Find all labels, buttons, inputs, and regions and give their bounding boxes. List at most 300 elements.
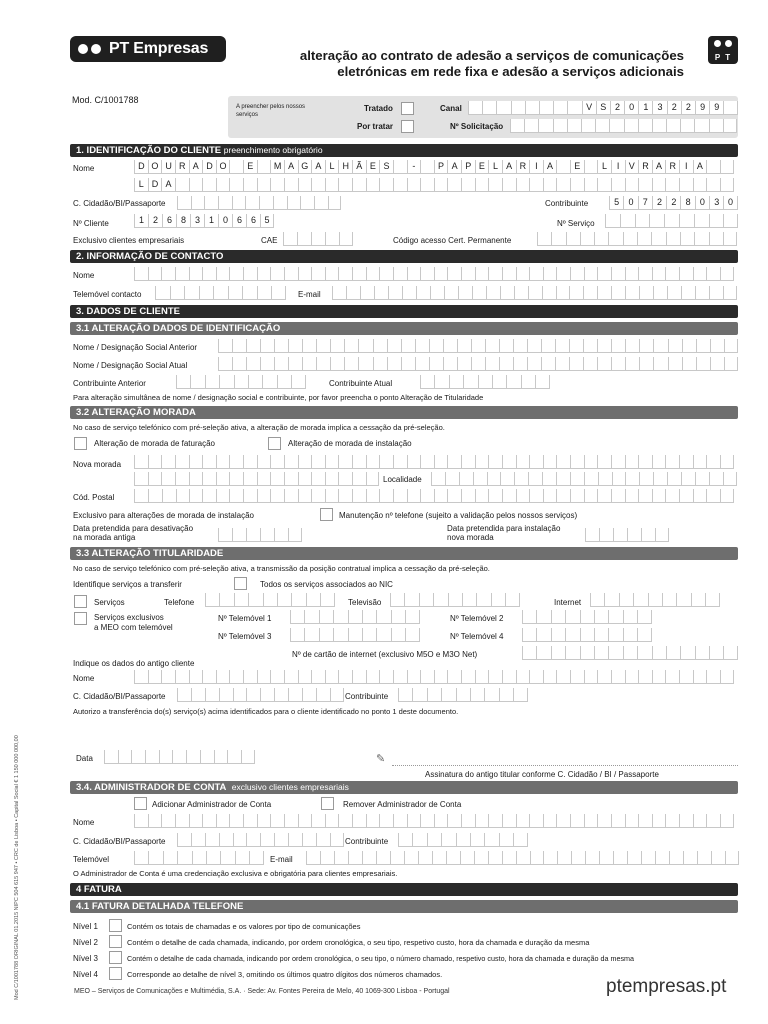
- char-cell[interactable]: [319, 610, 333, 624]
- char-cell[interactable]: [706, 670, 720, 684]
- char-cell[interactable]: [556, 286, 570, 300]
- char-cell[interactable]: [434, 267, 448, 281]
- char-cell[interactable]: [527, 339, 541, 353]
- char-cell[interactable]: [379, 814, 393, 828]
- char-cell[interactable]: [204, 196, 218, 210]
- char-cell[interactable]: [529, 670, 543, 684]
- admin-cc-field[interactable]: [177, 833, 344, 847]
- char-cell[interactable]: [393, 814, 407, 828]
- char-cell[interactable]: [528, 286, 542, 300]
- char-cell[interactable]: [243, 267, 257, 281]
- char-cell[interactable]: [302, 339, 316, 353]
- char-cell[interactable]: [599, 851, 613, 865]
- char-cell[interactable]: 0: [695, 196, 709, 210]
- char-cell[interactable]: [325, 670, 339, 684]
- char-cell[interactable]: [553, 101, 567, 115]
- char-cell[interactable]: [543, 670, 557, 684]
- char-cell[interactable]: [393, 670, 407, 684]
- char-cell[interactable]: [475, 267, 489, 281]
- localidade-field[interactable]: [431, 472, 737, 486]
- char-cell[interactable]: [488, 489, 502, 503]
- char-cell[interactable]: [420, 489, 434, 503]
- char-cell[interactable]: L: [597, 160, 611, 174]
- char-cell[interactable]: [608, 232, 622, 246]
- char-cell[interactable]: [325, 178, 339, 192]
- char-cell[interactable]: Ã: [352, 160, 366, 174]
- char-cell[interactable]: [398, 833, 412, 847]
- char-cell[interactable]: I: [611, 160, 625, 174]
- char-cell[interactable]: [488, 455, 502, 469]
- char-cell[interactable]: [401, 339, 415, 353]
- char-cell[interactable]: [475, 178, 489, 192]
- char-cell[interactable]: [219, 593, 233, 607]
- char-cell[interactable]: [542, 286, 556, 300]
- char-cell[interactable]: [429, 357, 443, 371]
- char-cell[interactable]: 2: [652, 196, 666, 210]
- char-cell[interactable]: [456, 833, 470, 847]
- char-cell[interactable]: [595, 119, 609, 133]
- char-cell[interactable]: [665, 489, 679, 503]
- char-cell[interactable]: [304, 610, 318, 624]
- char-cell[interactable]: [638, 178, 652, 192]
- char-cell[interactable]: [420, 375, 434, 389]
- char-cell[interactable]: [298, 472, 312, 486]
- char-cell[interactable]: [290, 610, 304, 624]
- char-cell[interactable]: D: [134, 160, 148, 174]
- char-cell[interactable]: [543, 851, 557, 865]
- char-cell[interactable]: [667, 286, 681, 300]
- char-cell[interactable]: [246, 357, 260, 371]
- char-cell[interactable]: 0: [623, 196, 637, 210]
- char-cell[interactable]: [484, 688, 498, 702]
- char-cell[interactable]: [522, 646, 536, 660]
- char-cell[interactable]: [430, 286, 444, 300]
- char-cell[interactable]: [611, 357, 625, 371]
- char-cell[interactable]: 2: [667, 101, 681, 115]
- char-cell[interactable]: [184, 286, 199, 300]
- todos-servicos-checkbox[interactable]: [234, 577, 247, 590]
- char-cell[interactable]: [565, 628, 579, 642]
- remover-admin-checkbox[interactable]: [321, 797, 334, 810]
- char-cell[interactable]: [229, 160, 243, 174]
- char-cell[interactable]: [311, 814, 325, 828]
- char-cell[interactable]: [243, 489, 257, 503]
- char-cell[interactable]: [218, 339, 232, 353]
- telemovel-contacto-field[interactable]: [155, 286, 286, 300]
- char-cell[interactable]: [374, 286, 388, 300]
- char-cell[interactable]: H: [338, 160, 352, 174]
- char-cell[interactable]: [597, 357, 611, 371]
- char-cell[interactable]: [233, 688, 247, 702]
- char-cell[interactable]: S: [379, 160, 393, 174]
- char-cell[interactable]: [597, 814, 611, 828]
- char-cell[interactable]: [597, 267, 611, 281]
- char-cell[interactable]: [697, 851, 711, 865]
- char-cell[interactable]: E: [366, 160, 380, 174]
- char-cell[interactable]: [461, 178, 475, 192]
- char-cell[interactable]: [186, 750, 200, 764]
- char-cell[interactable]: [379, 670, 393, 684]
- char-cell[interactable]: [723, 646, 737, 660]
- char-cell[interactable]: [352, 489, 366, 503]
- char-cell[interactable]: [488, 851, 502, 865]
- char-cell[interactable]: [709, 472, 723, 486]
- char-cell[interactable]: [325, 232, 339, 246]
- char-cell[interactable]: [653, 339, 667, 353]
- char-cell[interactable]: [177, 833, 191, 847]
- char-cell[interactable]: [516, 267, 530, 281]
- char-cell[interactable]: [594, 610, 608, 624]
- char-cell[interactable]: [311, 178, 325, 192]
- char-cell[interactable]: [594, 646, 608, 660]
- char-cell[interactable]: [625, 286, 639, 300]
- char-cell[interactable]: [205, 833, 219, 847]
- char-cell[interactable]: [536, 646, 550, 660]
- char-cell[interactable]: [723, 472, 737, 486]
- char-cell[interactable]: [387, 357, 401, 371]
- char-cell[interactable]: [694, 214, 709, 228]
- char-cell[interactable]: [366, 267, 380, 281]
- char-cell[interactable]: [638, 455, 652, 469]
- char-cell[interactable]: [338, 814, 352, 828]
- char-cell[interactable]: [639, 339, 653, 353]
- char-cell[interactable]: O: [148, 160, 162, 174]
- char-cell[interactable]: [652, 267, 666, 281]
- cc-field[interactable]: [177, 196, 341, 210]
- char-cell[interactable]: [205, 375, 219, 389]
- char-cell[interactable]: [175, 814, 189, 828]
- char-cell[interactable]: [581, 119, 595, 133]
- char-cell[interactable]: [470, 688, 484, 702]
- char-cell[interactable]: [639, 472, 653, 486]
- char-cell[interactable]: [391, 610, 405, 624]
- char-cell[interactable]: [257, 472, 271, 486]
- char-cell[interactable]: [693, 670, 707, 684]
- char-cell[interactable]: [522, 610, 536, 624]
- char-cell[interactable]: M: [270, 160, 284, 174]
- char-cell[interactable]: [448, 593, 462, 607]
- char-cell[interactable]: P: [434, 160, 448, 174]
- char-cell[interactable]: [233, 833, 247, 847]
- char-cell[interactable]: [475, 814, 489, 828]
- char-cell[interactable]: [652, 489, 666, 503]
- char-cell[interactable]: [583, 357, 597, 371]
- char-cell[interactable]: [427, 688, 441, 702]
- char-cell[interactable]: [274, 688, 288, 702]
- char-cell[interactable]: [527, 357, 541, 371]
- char-cell[interactable]: G: [298, 160, 312, 174]
- char-cell[interactable]: [652, 178, 666, 192]
- char-cell[interactable]: [330, 688, 344, 702]
- char-cell[interactable]: [551, 628, 565, 642]
- char-cell[interactable]: [625, 814, 639, 828]
- char-cell[interactable]: [441, 833, 455, 847]
- char-cell[interactable]: [443, 339, 457, 353]
- char-cell[interactable]: [304, 628, 318, 642]
- char-cell[interactable]: [565, 610, 579, 624]
- nome-field[interactable]: [134, 160, 734, 174]
- char-cell[interactable]: [679, 489, 693, 503]
- char-cell[interactable]: [260, 833, 274, 847]
- char-cell[interactable]: I: [679, 160, 693, 174]
- char-cell[interactable]: [502, 455, 516, 469]
- char-cell[interactable]: [274, 528, 288, 542]
- char-cell[interactable]: [320, 593, 334, 607]
- char-cell[interactable]: [415, 357, 429, 371]
- char-cell[interactable]: [471, 339, 485, 353]
- char-cell[interactable]: [170, 286, 185, 300]
- char-cell[interactable]: [724, 339, 738, 353]
- char-cell[interactable]: [346, 286, 360, 300]
- char-cell[interactable]: [162, 489, 176, 503]
- char-cell[interactable]: [175, 267, 189, 281]
- telemovel-3-field[interactable]: [290, 628, 420, 642]
- char-cell[interactable]: [161, 455, 175, 469]
- char-cell[interactable]: [502, 267, 516, 281]
- char-cell[interactable]: [216, 814, 230, 828]
- char-cell[interactable]: [611, 670, 625, 684]
- char-cell[interactable]: [311, 267, 325, 281]
- char-cell[interactable]: 8: [680, 196, 694, 210]
- char-cell[interactable]: [446, 851, 460, 865]
- char-cell[interactable]: [366, 472, 380, 486]
- char-cell[interactable]: [420, 455, 434, 469]
- char-cell[interactable]: [206, 851, 220, 865]
- char-cell[interactable]: [277, 375, 291, 389]
- char-cell[interactable]: [623, 646, 637, 660]
- char-cell[interactable]: [148, 472, 162, 486]
- char-cell[interactable]: [611, 286, 625, 300]
- char-cell[interactable]: [543, 455, 557, 469]
- char-cell[interactable]: [388, 286, 402, 300]
- telemovel-2-field[interactable]: [522, 610, 652, 624]
- char-cell[interactable]: [379, 178, 393, 192]
- char-cell[interactable]: [720, 489, 734, 503]
- char-cell[interactable]: [499, 833, 513, 847]
- char-cell[interactable]: [412, 833, 426, 847]
- char-cell[interactable]: [611, 489, 625, 503]
- nivel-2-checkbox[interactable]: [109, 935, 122, 948]
- char-cell[interactable]: L: [488, 160, 502, 174]
- char-cell[interactable]: [316, 339, 330, 353]
- char-cell[interactable]: [218, 528, 232, 542]
- char-cell[interactable]: [608, 646, 622, 660]
- char-cell[interactable]: [682, 357, 696, 371]
- televisao-field[interactable]: [390, 593, 520, 607]
- contribuinte-atual-field[interactable]: [420, 375, 550, 389]
- char-cell[interactable]: D: [202, 160, 216, 174]
- char-cell[interactable]: [669, 851, 683, 865]
- char-cell[interactable]: [134, 851, 148, 865]
- char-cell[interactable]: R: [665, 160, 679, 174]
- char-cell[interactable]: [471, 357, 485, 371]
- char-cell[interactable]: [470, 833, 484, 847]
- char-cell[interactable]: [637, 610, 651, 624]
- char-cell[interactable]: [373, 357, 387, 371]
- char-cell[interactable]: [449, 375, 463, 389]
- nivel-4-checkbox[interactable]: [109, 967, 122, 980]
- char-cell[interactable]: [213, 286, 228, 300]
- char-cell[interactable]: [333, 628, 347, 642]
- char-cell[interactable]: [556, 472, 570, 486]
- char-cell[interactable]: [379, 489, 393, 503]
- char-cell[interactable]: [202, 814, 216, 828]
- char-cell[interactable]: [404, 851, 418, 865]
- char-cell[interactable]: [288, 357, 302, 371]
- char-cell[interactable]: [468, 101, 482, 115]
- char-cell[interactable]: [257, 455, 271, 469]
- char-cell[interactable]: [398, 688, 412, 702]
- char-cell[interactable]: [569, 286, 583, 300]
- char-cell[interactable]: [529, 455, 543, 469]
- char-cell[interactable]: V: [582, 101, 596, 115]
- char-cell[interactable]: [189, 472, 203, 486]
- char-cell[interactable]: [502, 851, 516, 865]
- char-cell[interactable]: E: [243, 160, 257, 174]
- char-cell[interactable]: [373, 339, 387, 353]
- char-cell[interactable]: [580, 646, 594, 660]
- char-cell[interactable]: [580, 232, 594, 246]
- char-cell[interactable]: [665, 814, 679, 828]
- char-cell[interactable]: [243, 178, 257, 192]
- char-cell[interactable]: [260, 528, 274, 542]
- char-cell[interactable]: [379, 455, 393, 469]
- char-cell[interactable]: [376, 851, 390, 865]
- char-cell[interactable]: A: [447, 160, 461, 174]
- char-cell[interactable]: [434, 178, 448, 192]
- char-cell[interactable]: [284, 472, 298, 486]
- char-cell[interactable]: [159, 750, 173, 764]
- char-cell[interactable]: [325, 814, 339, 828]
- char-cell[interactable]: [401, 357, 415, 371]
- char-cell[interactable]: [510, 119, 524, 133]
- char-cell[interactable]: [584, 160, 598, 174]
- char-cell[interactable]: [584, 267, 598, 281]
- char-cell[interactable]: [506, 375, 520, 389]
- char-cell[interactable]: [216, 178, 230, 192]
- char-cell[interactable]: [218, 357, 232, 371]
- char-cell[interactable]: [418, 851, 432, 865]
- char-cell[interactable]: [434, 455, 448, 469]
- char-cell[interactable]: [709, 646, 723, 660]
- char-cell[interactable]: [229, 489, 243, 503]
- char-cell[interactable]: [486, 286, 500, 300]
- char-cell[interactable]: [648, 593, 662, 607]
- char-cell[interactable]: [290, 628, 304, 642]
- admin-telemovel-field[interactable]: [134, 851, 264, 865]
- char-cell[interactable]: [695, 472, 709, 486]
- char-cell[interactable]: [584, 489, 598, 503]
- char-cell[interactable]: -: [407, 160, 421, 174]
- char-cell[interactable]: [288, 339, 302, 353]
- char-cell[interactable]: [516, 814, 530, 828]
- char-cell[interactable]: [219, 688, 233, 702]
- char-cell[interactable]: 0: [218, 214, 232, 228]
- char-cell[interactable]: [412, 688, 426, 702]
- char-cell[interactable]: [243, 472, 257, 486]
- char-cell[interactable]: [584, 455, 598, 469]
- char-cell[interactable]: [524, 119, 538, 133]
- char-cell[interactable]: [246, 833, 260, 847]
- char-cell[interactable]: [484, 833, 498, 847]
- char-cell[interactable]: [608, 628, 622, 642]
- char-cell[interactable]: [344, 339, 358, 353]
- char-cell[interactable]: [219, 375, 233, 389]
- char-cell[interactable]: [570, 178, 584, 192]
- char-cell[interactable]: [667, 472, 681, 486]
- char-cell[interactable]: [366, 814, 380, 828]
- char-cell[interactable]: [288, 688, 302, 702]
- char-cell[interactable]: [325, 472, 339, 486]
- char-cell[interactable]: [229, 670, 243, 684]
- char-cell[interactable]: [134, 489, 148, 503]
- char-cell[interactable]: [376, 610, 390, 624]
- char-cell[interactable]: [291, 593, 305, 607]
- char-cell[interactable]: A: [284, 160, 298, 174]
- char-cell[interactable]: [655, 528, 669, 542]
- char-cell[interactable]: [332, 286, 346, 300]
- char-cell[interactable]: [514, 286, 528, 300]
- char-cell[interactable]: [366, 489, 380, 503]
- char-cell[interactable]: [611, 178, 625, 192]
- char-cell[interactable]: [513, 357, 527, 371]
- char-cell[interactable]: [358, 357, 372, 371]
- char-cell[interactable]: [516, 489, 530, 503]
- char-cell[interactable]: [270, 472, 284, 486]
- char-cell[interactable]: [235, 851, 249, 865]
- char-cell[interactable]: [176, 489, 190, 503]
- char-cell[interactable]: [390, 593, 404, 607]
- char-cell[interactable]: [676, 593, 690, 607]
- char-cell[interactable]: [447, 267, 461, 281]
- footer-url[interactable]: ptempresas.pt: [606, 976, 727, 997]
- char-cell[interactable]: [570, 267, 584, 281]
- char-cell[interactable]: [429, 339, 443, 353]
- char-cell[interactable]: [679, 455, 693, 469]
- char-cell[interactable]: [325, 267, 339, 281]
- char-cell[interactable]: [148, 267, 162, 281]
- char-cell[interactable]: [668, 339, 682, 353]
- char-cell[interactable]: [273, 196, 287, 210]
- data-desativacao-field[interactable]: [218, 528, 302, 542]
- char-cell[interactable]: [611, 814, 625, 828]
- char-cell[interactable]: [362, 610, 376, 624]
- char-cell[interactable]: [475, 670, 489, 684]
- char-cell[interactable]: [283, 232, 297, 246]
- char-cell[interactable]: [625, 489, 639, 503]
- char-cell[interactable]: 2: [610, 101, 624, 115]
- char-cell[interactable]: [488, 178, 502, 192]
- char-cell[interactable]: I: [529, 160, 543, 174]
- char-cell[interactable]: [720, 670, 734, 684]
- char-cell[interactable]: [257, 814, 271, 828]
- char-cell[interactable]: A: [311, 160, 325, 174]
- char-cell[interactable]: [502, 178, 516, 192]
- char-cell[interactable]: 0: [624, 101, 638, 115]
- char-cell[interactable]: [199, 286, 214, 300]
- char-cell[interactable]: [565, 646, 579, 660]
- char-cell[interactable]: [567, 119, 581, 133]
- char-cell[interactable]: [569, 357, 583, 371]
- char-cell[interactable]: [229, 472, 243, 486]
- char-cell[interactable]: [376, 628, 390, 642]
- char-cell[interactable]: [270, 267, 284, 281]
- char-cell[interactable]: [539, 101, 553, 115]
- cod-postal-field[interactable]: [134, 489, 190, 503]
- char-cell[interactable]: 2: [666, 196, 680, 210]
- char-cell[interactable]: [537, 232, 551, 246]
- char-cell[interactable]: [420, 814, 434, 828]
